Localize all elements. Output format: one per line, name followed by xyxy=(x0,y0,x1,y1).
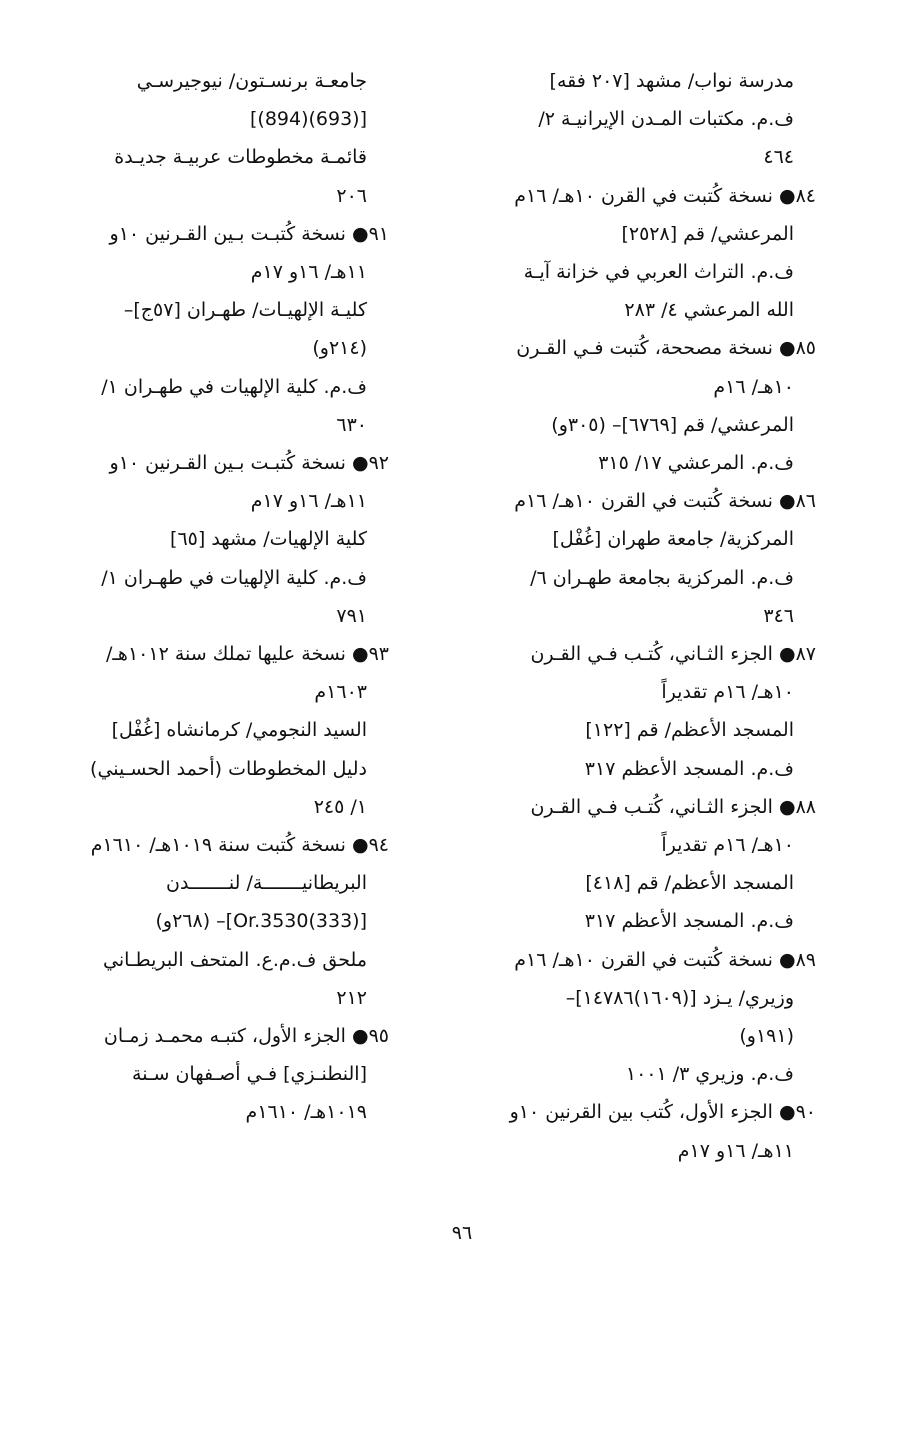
entry-detail-line: [النطنـزي] فـي أصـفهان سـنة xyxy=(132,1063,367,1086)
entry-detail-line: ف.م. كلية الإلهيات في طهـران ١/ xyxy=(101,375,367,398)
entry-detail-line: المرعشي/ قم [٦٧٦٩]– (٣٠٥و) xyxy=(551,413,794,436)
entry-detail-line: مدرسة نواب/ مشهد [٢٠٧ فقه] xyxy=(549,70,794,92)
entry-detail-line: وزيري/ يـزد [(١٦٠٩)١٤٧٨٦]– xyxy=(565,986,794,1009)
entry-detail-line: ١١هـ/ ١٦و ١٧م xyxy=(677,1139,794,1162)
entry-detail-line: المسجد الأعظم/ قم [٤١٨] xyxy=(585,872,794,895)
entry-detail-line: المرعشي/ قم [٢٥٢٨] xyxy=(621,222,794,245)
left-column xyxy=(84,62,389,1132)
entry-heading-line: ٨٨● الجزء الثـاني، كُتـب فـي القـرن xyxy=(530,795,816,818)
entry-detail-line: كليـة الإلهيـات/ طهـران [٥٧ج]– xyxy=(123,299,367,322)
entry-detail-line: [(333)Or.3530]– (٢٦٨و) xyxy=(155,910,367,933)
entry-detail-line: ١٠هـ/ ١٦م تقديراً xyxy=(661,834,794,857)
entry-detail-line: [(693)(894)] xyxy=(249,108,367,131)
entry-heading-line: ٩٤● نسخة كُتبت سنة ١٠١٩هـ/ ١٦١٠م xyxy=(90,834,389,857)
entry-detail-line: ف.م. المسجد الأعظم ٣١٧ xyxy=(584,910,794,933)
entry-detail-line: ف.م. المرعشي ١٧/ ٣١٥ xyxy=(598,452,794,475)
entry-detail-line: ١٠هـ/ ١٦م تقديراً xyxy=(661,681,794,704)
entry-detail-line: ف.م. المسجد الأعظم ٣١٧ xyxy=(584,757,794,780)
entry-detail-line: الله المرعشي ٤/ ٢٨٣ xyxy=(624,299,794,322)
entry-detail-line: ١٠١٩هـ/ ١٦١٠م xyxy=(245,1101,367,1124)
entry-detail-line: ٤٦٤ xyxy=(763,146,794,169)
entry-detail-line: ١٠هـ/ ١٦م xyxy=(713,375,794,398)
entry-detail-line: جامعـة برنسـتون/ نيوجيرسـي xyxy=(136,70,367,92)
entry-detail-line: ٣٤٦ xyxy=(763,604,794,627)
entry-heading-line: ٩٠● الجزء الأول، كُتب بين القرنين ١٠و xyxy=(509,1101,816,1124)
entry-detail-line: (١٩١و) xyxy=(739,1025,794,1048)
entry-detail-line: ٦٣٠ xyxy=(336,413,367,436)
entry-heading-line: ٩٣● نسخة عليها تملك سنة ١٠١٢هـ/ xyxy=(105,643,389,666)
page-number: ٩٦ xyxy=(451,1222,473,1244)
entry-detail-line: قائمـة مخطوطات عربيـة جديـدة xyxy=(114,146,367,169)
entry-detail-line: كلية الإلهيات/ مشهد [٦٥] xyxy=(170,528,367,551)
entry-heading-line: ٩٢● نسخة كُتبـت بـين القـرنين ١٠و xyxy=(109,452,389,475)
entry-detail-line: دليل المخطوطات (أحمد الحسـيني) xyxy=(90,757,367,780)
entry-detail-line: ٢٠٦ xyxy=(336,184,367,207)
entry-detail-line: البريطانيـــــــة/ لنـــــــدن xyxy=(166,872,367,895)
entry-heading-line: ٨٦● نسخة كُتبت في القرن ١٠هـ/ ١٦م xyxy=(514,490,816,513)
entry-detail-line: ف.م. التراث العربي في خزانة آيـة xyxy=(523,261,794,284)
entry-detail-line: ملحق ف.م.ع. المتحف البريطـاني xyxy=(103,948,367,971)
entry-detail-line: المسجد الأعظم/ قم [١٢٢] xyxy=(585,719,794,742)
entry-detail-line: (٢١٤و) xyxy=(312,337,367,360)
entry-heading-line: ٨٥● نسخة مصححة، كُتبت فـي القـرن xyxy=(516,337,816,360)
entry-detail-line: ف.م. وزيري ٣/ ١٠٠١ xyxy=(625,1063,794,1086)
right-column xyxy=(471,62,816,1170)
entry-detail-line: ف.م. مكتبات المـدن الإيرانيـة ٢/ xyxy=(538,108,794,131)
entry-detail-line: ١٦٠٣م xyxy=(314,681,367,704)
entry-heading-line: ٨٤● نسخة كُتبت في القرن ١٠هـ/ ١٦م xyxy=(514,184,816,207)
entry-detail-line: ف.م. المركزية بجامعة طهـران ٦/ xyxy=(530,566,794,589)
entry-heading-line: ٨٧● الجزء الثـاني، كُتـب فـي القـرن xyxy=(530,643,816,666)
entry-heading-line: ٨٩● نسخة كُتبت في القرن ١٠هـ/ ١٦م xyxy=(514,948,816,971)
entry-detail-line: ٧٩١ xyxy=(336,604,367,627)
entry-heading-line: ٩١● نسخة كُتبـت بـين القـرنين ١٠و xyxy=(109,222,389,245)
entry-detail-line: ١/ ٢٤٥ xyxy=(313,795,367,818)
entry-detail-line: ١١هـ/ ١٦و ١٧م xyxy=(250,261,367,284)
entry-detail-line: ٢١٢ xyxy=(336,986,367,1009)
entry-detail-line: السيد النجومي/ كرمانشاه [غُفْل] xyxy=(111,719,367,742)
entry-heading-line: ٩٥● الجزء الأول، كتبـه محمـد زمـان xyxy=(103,1025,389,1048)
entry-detail-line: المركزية/ جامعة طهران [غُفْل] xyxy=(552,528,794,551)
entry-detail-line: ١١هـ/ ١٦و ١٧م xyxy=(250,490,367,513)
entry-detail-line: ف.م. كلية الإلهيات في طهـران ١/ xyxy=(101,566,367,589)
